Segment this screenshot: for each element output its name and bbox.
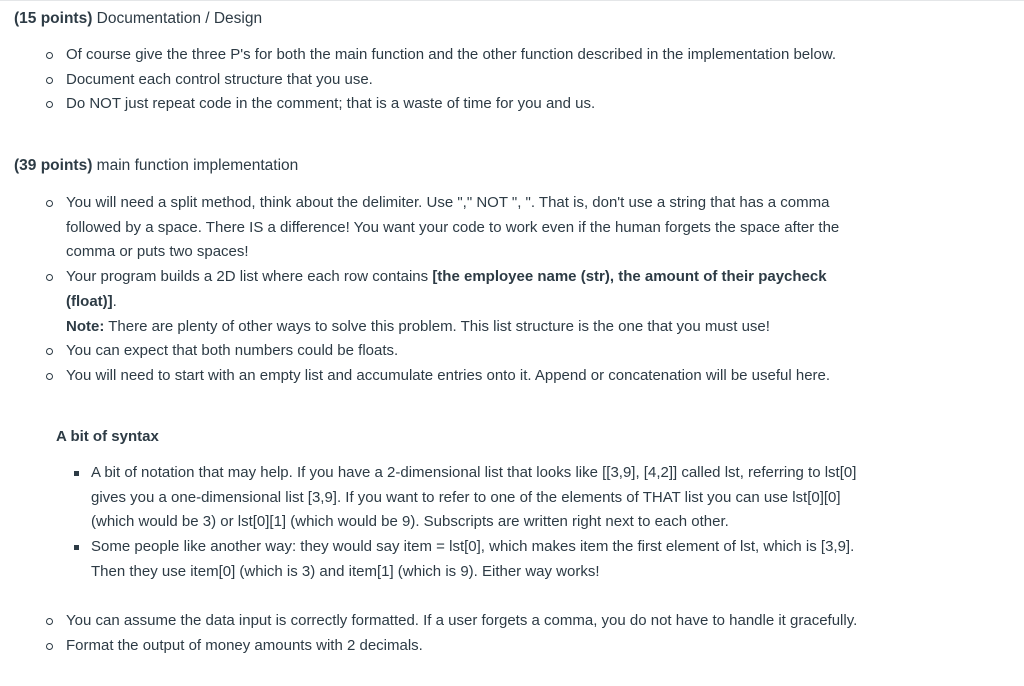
list-item: You will need a split method, think about the delimiter. Use "," NOT ", ". That is, don't use a string that has a comma followed by a space. There IS a difference! You want your code to work even if the human forgets the space after the comma or puts two spaces! [0, 191, 866, 265]
row-structure: [the employee name (str), the amount of their paycheck (float)] [66, 268, 827, 310]
section-title: main function implementation [92, 157, 299, 174]
top-divider [0, 0, 1024, 1]
item-text: . [112, 292, 117, 310]
points-label: (15 points) [14, 10, 93, 27]
syntax-list [0, 461, 867, 585]
points-label: (39 points) [14, 157, 93, 174]
list-item: Format the output of money amounts with 2 decimals. [0, 634, 866, 659]
list-item: Document each control structure that you use. [0, 68, 866, 93]
section-main-function-heading [14, 156, 298, 176]
note-text: There are plenty of other ways to solve this problem. This list structure is the one that you must use! [104, 317, 770, 335]
list-item: You can expect that both numbers could be floats. [0, 339, 866, 364]
item-text: Your program builds a 2D list where each row contains [66, 268, 433, 286]
implementation-list [0, 191, 866, 389]
note-label: Note: [66, 317, 105, 335]
documentation-list [0, 43, 866, 117]
section-documentation-heading [14, 9, 262, 29]
final-list [0, 609, 866, 658]
list-item: You will need to start with an empty list and accumulate entries onto it. Append or concatenation will be useful here. [0, 364, 866, 389]
list-item: You can assume the data input is correctly formatted. If a user forgets a comma, you do not have to handle it gracefully. [0, 609, 866, 634]
list-item: Of course give the three P's for both the main function and the other function described in the implementation below. [0, 43, 866, 68]
syntax-heading: A bit of syntax [56, 428, 159, 445]
list-item-2d-list [0, 265, 866, 339]
section-title: Documentation / Design [92, 10, 263, 27]
list-item: Some people like another way: they would say item = lst[0], which makes item the first element of lst, which is [3,9]. Then they use item[0] (which is 3) and item[1] (which is 9). Either way works! [0, 535, 867, 584]
list-item: Do NOT just repeat code in the comment; that is a waste of time for you and us. [0, 92, 866, 117]
list-item: A bit of notation that may help. If you have a 2-dimensional list that looks like [[3,9], [4,2]] called lst, referring to lst[0] gives you a one-dimensional list [3,9]. If you want to refer to one of the elements of THAT list you can use lst[0][0] (which would be 3) or lst[0][1] (which would be 9). Subscripts are written right next to each other. [0, 461, 867, 535]
